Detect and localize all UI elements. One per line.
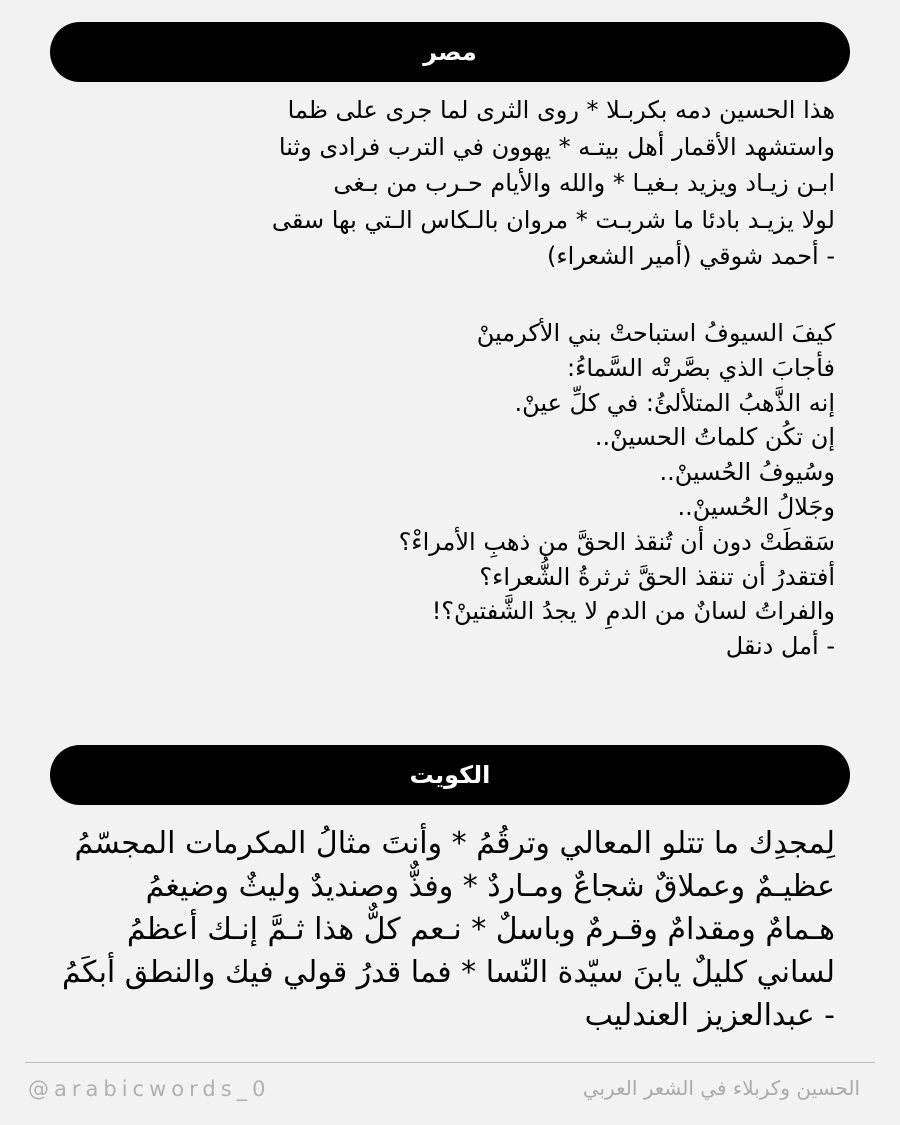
poem-line: لِمجدِك ما تتلو المعالي وترقُمُ * وأنتَ مثالُ المكرمات المجسّمُ [74, 826, 835, 861]
poem-line: وسُيوفُ الحُسينْ.. [659, 458, 835, 487]
poem-line: هـمامٌ ومقدامٌ وقـرمٌ وباسلٌ * نـعم كلٌّ هذا ثـمَّ إنـك أعظمُ [126, 912, 835, 947]
poem-line: لساني كليلٌ يابنَ سيّدة النّسا * فما قدرُ قولي فيك والنطق أبكَمُ [62, 955, 835, 990]
poem-line: هذا الحسين دمه بكربـلا * روى الثرى لما جرى على ظما [287, 96, 835, 124]
poem-line: عظيـمٌ وعملاقٌ شجاعٌ ومـاردٌ * وفذٌّ وصنديدٌ وليثٌ وضيغمُ [145, 869, 835, 904]
poem-line: فأجابَ الذي بصَّرتْه السَّماءُ: [566, 353, 835, 382]
poem-line: أفتقدرُ أن تنقذ الحقَّ ثرثرةُ الشُّعراء؟ [479, 562, 835, 591]
poem-author: - أمل دنقل [725, 632, 835, 661]
poem-andaleeb [55, 822, 835, 1037]
section-header-egypt [50, 22, 850, 82]
section-title-kuwait: الكويت [409, 761, 491, 789]
poem-shawqi [55, 92, 835, 275]
poem-line: والفراتُ لسانٌ من الدمِ لا يجدُ الشَّفتينْ؟! [431, 597, 835, 626]
footer-divider [25, 1062, 875, 1063]
poem-line: واستشهد الأقمار أهل بيتـه * يهوون في الترب فرادى وثنا [278, 132, 835, 161]
poem-author: - عبدالعزيز العندليب [584, 998, 835, 1033]
poem-line: ابـن زيـاد ويزيد بـغيـا * والله والأيام حـرب من بـغى [333, 169, 835, 197]
poem-line: وجَلالُ الحُسينْ.. [677, 492, 835, 521]
footer-handle: @arabicwords_0 [28, 1077, 271, 1101]
footer-title: الحسين وكربلاء في الشعر العربي [582, 1076, 860, 1100]
poem-line: كيفَ السيوفُ استباحتْ بني الأكرمينْ [476, 319, 835, 347]
poem-line: إن تكُن كلماتُ الحسينْ.. [594, 423, 835, 452]
poem-line: لولا يزيـد بادئا ما شربـت * مروان بالـكاس الـتي بها سقى [271, 205, 835, 234]
poem-line: إنه الذَّهبُ المتلألئُ: في كلِّ عينْ. [514, 388, 835, 417]
poem-author: - أحمد شوقي (أمير الشعراء) [546, 242, 835, 270]
section-header-kuwait [50, 745, 850, 805]
poem-line: سَقطَتْ دون أن تُنقذ الحقَّ من ذهبِ الأمراءْ؟ [398, 527, 835, 556]
poem-dunqul [55, 316, 835, 664]
section-title-egypt: مصر [423, 38, 477, 66]
